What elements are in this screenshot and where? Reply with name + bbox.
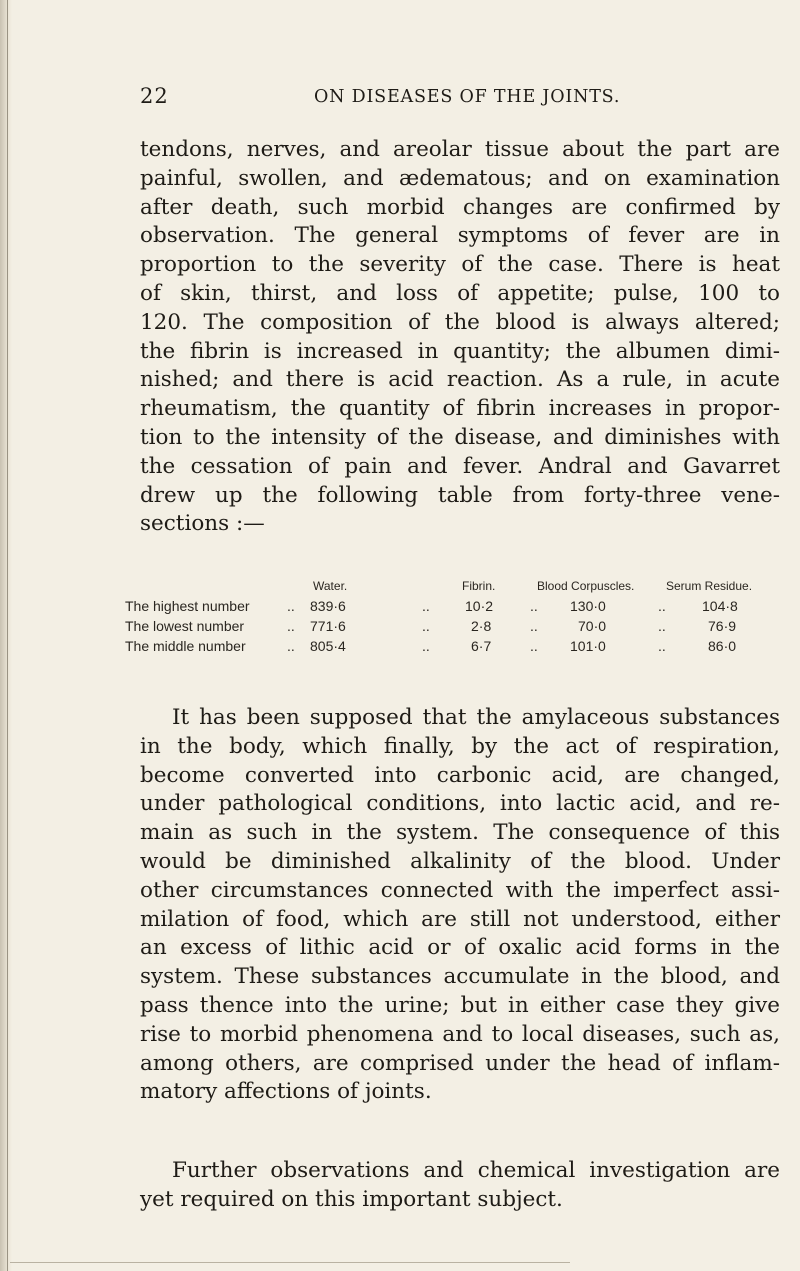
text-line: tendons, nerves, and areolar tissue about the part are [140, 137, 780, 162]
serum-value: 86·0 [708, 638, 737, 654]
fibrin-value: 2·8 [471, 618, 492, 634]
serum-value: 76·9 [708, 618, 737, 634]
dot-leader: .. [422, 618, 430, 634]
page-header [140, 84, 780, 112]
fibrin-value: 10·2 [465, 598, 494, 614]
dot-leader: .. [287, 598, 295, 614]
row-label: The middle number [125, 638, 246, 654]
text-line: pass thence into the urine; but in either case they give [140, 992, 780, 1018]
text-line: an excess of lithic acid or of oxalic acid forms in the [140, 935, 780, 961]
water-value: 839·6 [310, 598, 346, 614]
text-line: matory affections of joints. [140, 1079, 432, 1105]
table-row [125, 638, 780, 658]
dot-leader: .. [658, 618, 666, 634]
water-value: 771·6 [310, 618, 346, 634]
dot-leader: .. [287, 638, 295, 654]
dot-leader: .. [287, 618, 295, 634]
text-line: rise to morbid phenomena and to local diseases, such as, [140, 1021, 780, 1047]
text-line: proportion to the severity of the case. There is heat [140, 252, 780, 278]
column-header-blood-corpuscles: Blood Corpuscles. [537, 579, 635, 593]
text-line: after death, such morbid changes are confirmed by [140, 194, 780, 220]
text-line: of skin, thirst, and loss of appetite; pulse, 100 to [140, 280, 780, 306]
text-line: in the body, which finally, by the act of respiration, [140, 733, 780, 759]
dot-leader: .. [530, 618, 538, 634]
text-line: would be diminished alkalinity of the blood. Under [140, 848, 780, 874]
text-line: painful, swollen, and ædematous; and on examination [140, 165, 780, 191]
dot-leader: .. [530, 638, 538, 654]
dot-leader: .. [658, 638, 666, 654]
text-line: Further observations and chemical investigation are [172, 1158, 780, 1183]
paragraph-2 [140, 704, 780, 1107]
text-line: system. These substances accumulate in the blood, and [140, 964, 780, 990]
paragraph-1 [140, 136, 780, 539]
row-label: The highest number [125, 598, 250, 614]
text-line: other circumstances connected with the imperfect assi- [140, 877, 780, 903]
text-line: the fibrin is increased in quantity; the albumen dimi- [140, 338, 780, 364]
column-header-fibrin: Fibrin. [462, 579, 496, 593]
row-label: The lowest number [125, 618, 245, 634]
text-line: rheumatism, the quantity of fibrin increases in propor- [140, 396, 780, 422]
text-line: main as such in the system. The consequence of this [140, 820, 780, 846]
text-line: observation. The general symptoms of fever are in [140, 223, 780, 249]
text-line: become converted into carbonic acid, are changed, [140, 762, 780, 788]
text-line: sections :— [140, 511, 265, 537]
table-row [125, 598, 780, 618]
corpuscles-value: 70·0 [578, 618, 607, 634]
column-header-serum-residue: Serum Residue. [666, 579, 753, 593]
dot-leader: .. [658, 598, 666, 614]
dot-leader: .. [422, 638, 430, 654]
text-line: It has been supposed that the amylaceous substances [172, 705, 780, 730]
running-head: ON DISEASES OF THE JOINTS. [314, 87, 621, 107]
text-line: under pathological conditions, into lactic acid, and re- [140, 791, 780, 817]
dot-leader: .. [530, 598, 538, 614]
serum-value: 104·8 [702, 598, 738, 614]
text-line: nished; and there is acid reaction. As a rule, in acute [140, 367, 780, 393]
text-line: among others, are comprised under the head of inflam- [140, 1050, 780, 1076]
page-bottom-edge [10, 1262, 570, 1263]
paragraph-3 [140, 1157, 780, 1215]
corpuscles-value: 101·0 [570, 638, 606, 654]
text-line: drew up the following table from forty-three vene- [140, 482, 780, 508]
text-line: milation of food, which are still not understood, either [140, 906, 780, 932]
page-number: 22 [140, 84, 169, 108]
column-header-water: Water. [313, 579, 348, 593]
text-line: yet required on this important subject. [140, 1186, 563, 1212]
table-row [125, 618, 780, 638]
fibrin-value: 6·7 [471, 638, 492, 654]
water-value: 805·4 [310, 638, 346, 654]
text-line: the cessation of pain and fever. Andral and Gavarret [140, 453, 780, 479]
corpuscles-value: 130·0 [570, 598, 606, 614]
page-binding-edge [0, 0, 12, 1271]
text-line: 120. The composition of the blood is always altered; [140, 309, 780, 335]
text-line: tion to the intensity of the disease, and diminishes with [140, 424, 780, 450]
binding-line [7, 0, 8, 1271]
dot-leader: .. [422, 598, 430, 614]
